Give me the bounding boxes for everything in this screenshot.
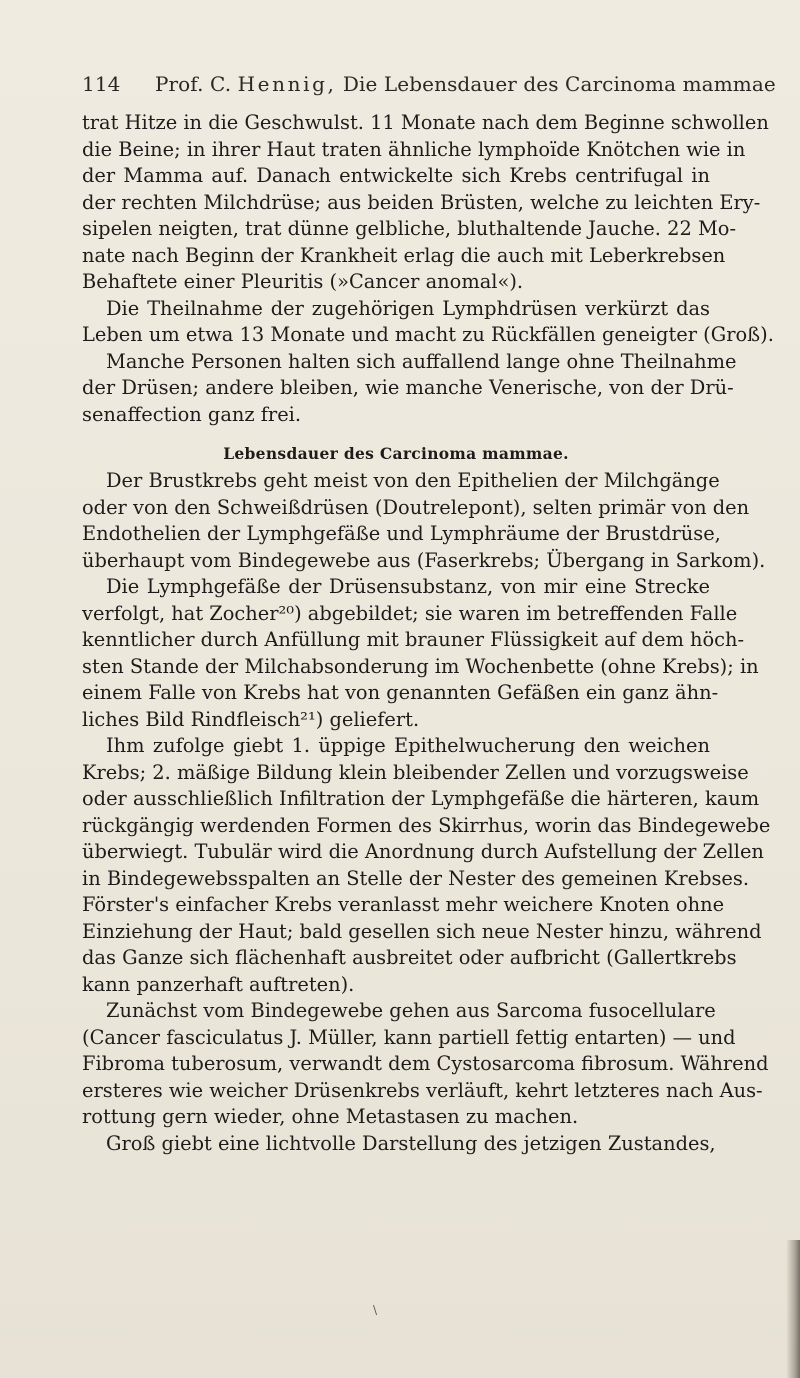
author-prefix: Prof. C.: [154, 72, 232, 96]
text-line: Manche Personen halten sich auffallend lange ohne Theilnahme: [106, 349, 737, 373]
text-line: überwiegt. Tubulär wird die Anordnung durch Aufstellung der Zellen: [82, 840, 764, 863]
text-line: oder ausschließlich Infiltration der Lymphgefäße die härteren, kaum: [82, 787, 760, 810]
text-line: Die Theilnahme der zugehörigen Lymphdrüsen verkürzt das: [106, 296, 710, 320]
text-line: der Drüsen; andere bleiben, wie manche Venerische, von der Drü-: [82, 376, 734, 399]
text-line: Leben um etwa 13 Monate und macht zu Rückfällen geneigter (Groß).: [82, 323, 774, 346]
text-line: in Bindegewebsspalten an Stelle der Nester des gemeinen Krebses.: [82, 866, 750, 890]
text-line: senaffection ganz frei.: [82, 402, 302, 426]
text-line: liches Bild Rindfleisch²¹) geliefert.: [82, 707, 420, 731]
author-name: Hennig,: [237, 72, 337, 96]
text-line: der Mamma auf. Danach entwickelte sich Krebs centrifugal in: [82, 164, 710, 187]
text-line: oder von den Schweißdrüsen (Doutrelepont), selten primär von den: [82, 495, 750, 519]
text-line: verfolgt, hat Zocher²⁰) abgebildet; sie waren im betreffenden Falle: [82, 601, 738, 625]
section-heading: Lebensdauer des Carcinoma mammae.: [223, 444, 569, 463]
text-line: Zunächst vom Bindegewebe gehen aus Sarcoma fusocellulare: [106, 999, 716, 1022]
text-line: sten Stande der Milchabsonderung im Wochenbette (ohne Krebs); in: [82, 654, 759, 678]
text-line: trat Hitze in die Geschwulst. 11 Monate nach dem Beginne schwollen: [82, 111, 769, 134]
text-line: nate nach Beginn der Krankheit erlag die auch mit Leberkrebsen: [82, 243, 726, 267]
running-title: Die Lebensdauer des Carcinoma mammae: [342, 72, 776, 96]
text-line: der rechten Milchdrüse; aus beiden Brüsten, welche zu leichten Ery-: [82, 190, 761, 214]
page-number: 114: [82, 72, 121, 96]
text-line: rückgängig werdenden Formen des Skirrhus, worin das Bindegewebe: [82, 813, 771, 837]
text-line: Förster's einfacher Krebs veranlasst mehr weichere Knoten ohne: [82, 893, 725, 916]
text-line: überhaupt vom Bindegewebe aus (Faserkrebs; Übergang in Sarkom).: [82, 548, 766, 572]
margin-mark: \: [373, 1303, 378, 1317]
text-line: (Cancer fasciculatus J. Müller, kann partiell fettig entarten) — und: [82, 1025, 736, 1049]
text-line: Krebs; 2. mäßige Bildung klein bleibender Zellen und vorzugsweise: [82, 760, 749, 784]
text-line: Behaftete einer Pleuritis (»Cancer anomal«).: [82, 270, 524, 293]
text-line: Endothelien der Lymphgefäße und Lymphräume der Brustdrüse,: [82, 522, 721, 545]
text-line: kann panzerhaft auftreten).: [82, 972, 355, 996]
text-line: Der Brustkrebs geht meist von den Epithelien der Milchgänge: [106, 469, 720, 492]
text-line: die Beine; in ihrer Haut traten ähnliche lymphoïde Knötchen wie in: [82, 137, 746, 161]
running-header: [82, 72, 776, 96]
text-line: Ihm zufolge giebt 1. üppige Epithelwucherung den weichen: [106, 734, 710, 757]
text-line: kenntlicher durch Anfüllung mit brauner Flüssigkeit auf dem höch-: [82, 628, 745, 651]
text-line: sipelen neigten, trat dünne gelbliche, bluthaltende Jauche. 22 Mo-: [82, 217, 737, 240]
text-line: Fibroma tuberosum, verwandt dem Cystosarcoma fibrosum. Während: [82, 1052, 769, 1075]
text-line: das Ganze sich flächenhaft ausbreitet oder aufbricht (Gallertkrebs: [82, 946, 737, 969]
text-line: einem Falle von Krebs hat von genannten Gefäßen ein ganz ähn-: [82, 681, 719, 704]
text-line: rottung gern wieder, ohne Metastasen zu machen.: [82, 1105, 579, 1128]
body-text: [82, 110, 774, 1157]
text-line: Einziehung der Haut; bald gesellen sich neue Nester hinzu, während: [82, 919, 762, 943]
text-line: ersteres wie weicher Drüsenkrebs verläuft, kehrt letzteres nach Aus-: [82, 1078, 763, 1102]
page-edge-shadow: [786, 1240, 800, 1378]
text-line: Groß giebt eine lichtvolle Darstellung des jetzigen Zustandes,: [106, 1131, 716, 1155]
text-line: Die Lymphgefäße der Drüsensubstanz, von mir eine Strecke: [106, 575, 710, 598]
